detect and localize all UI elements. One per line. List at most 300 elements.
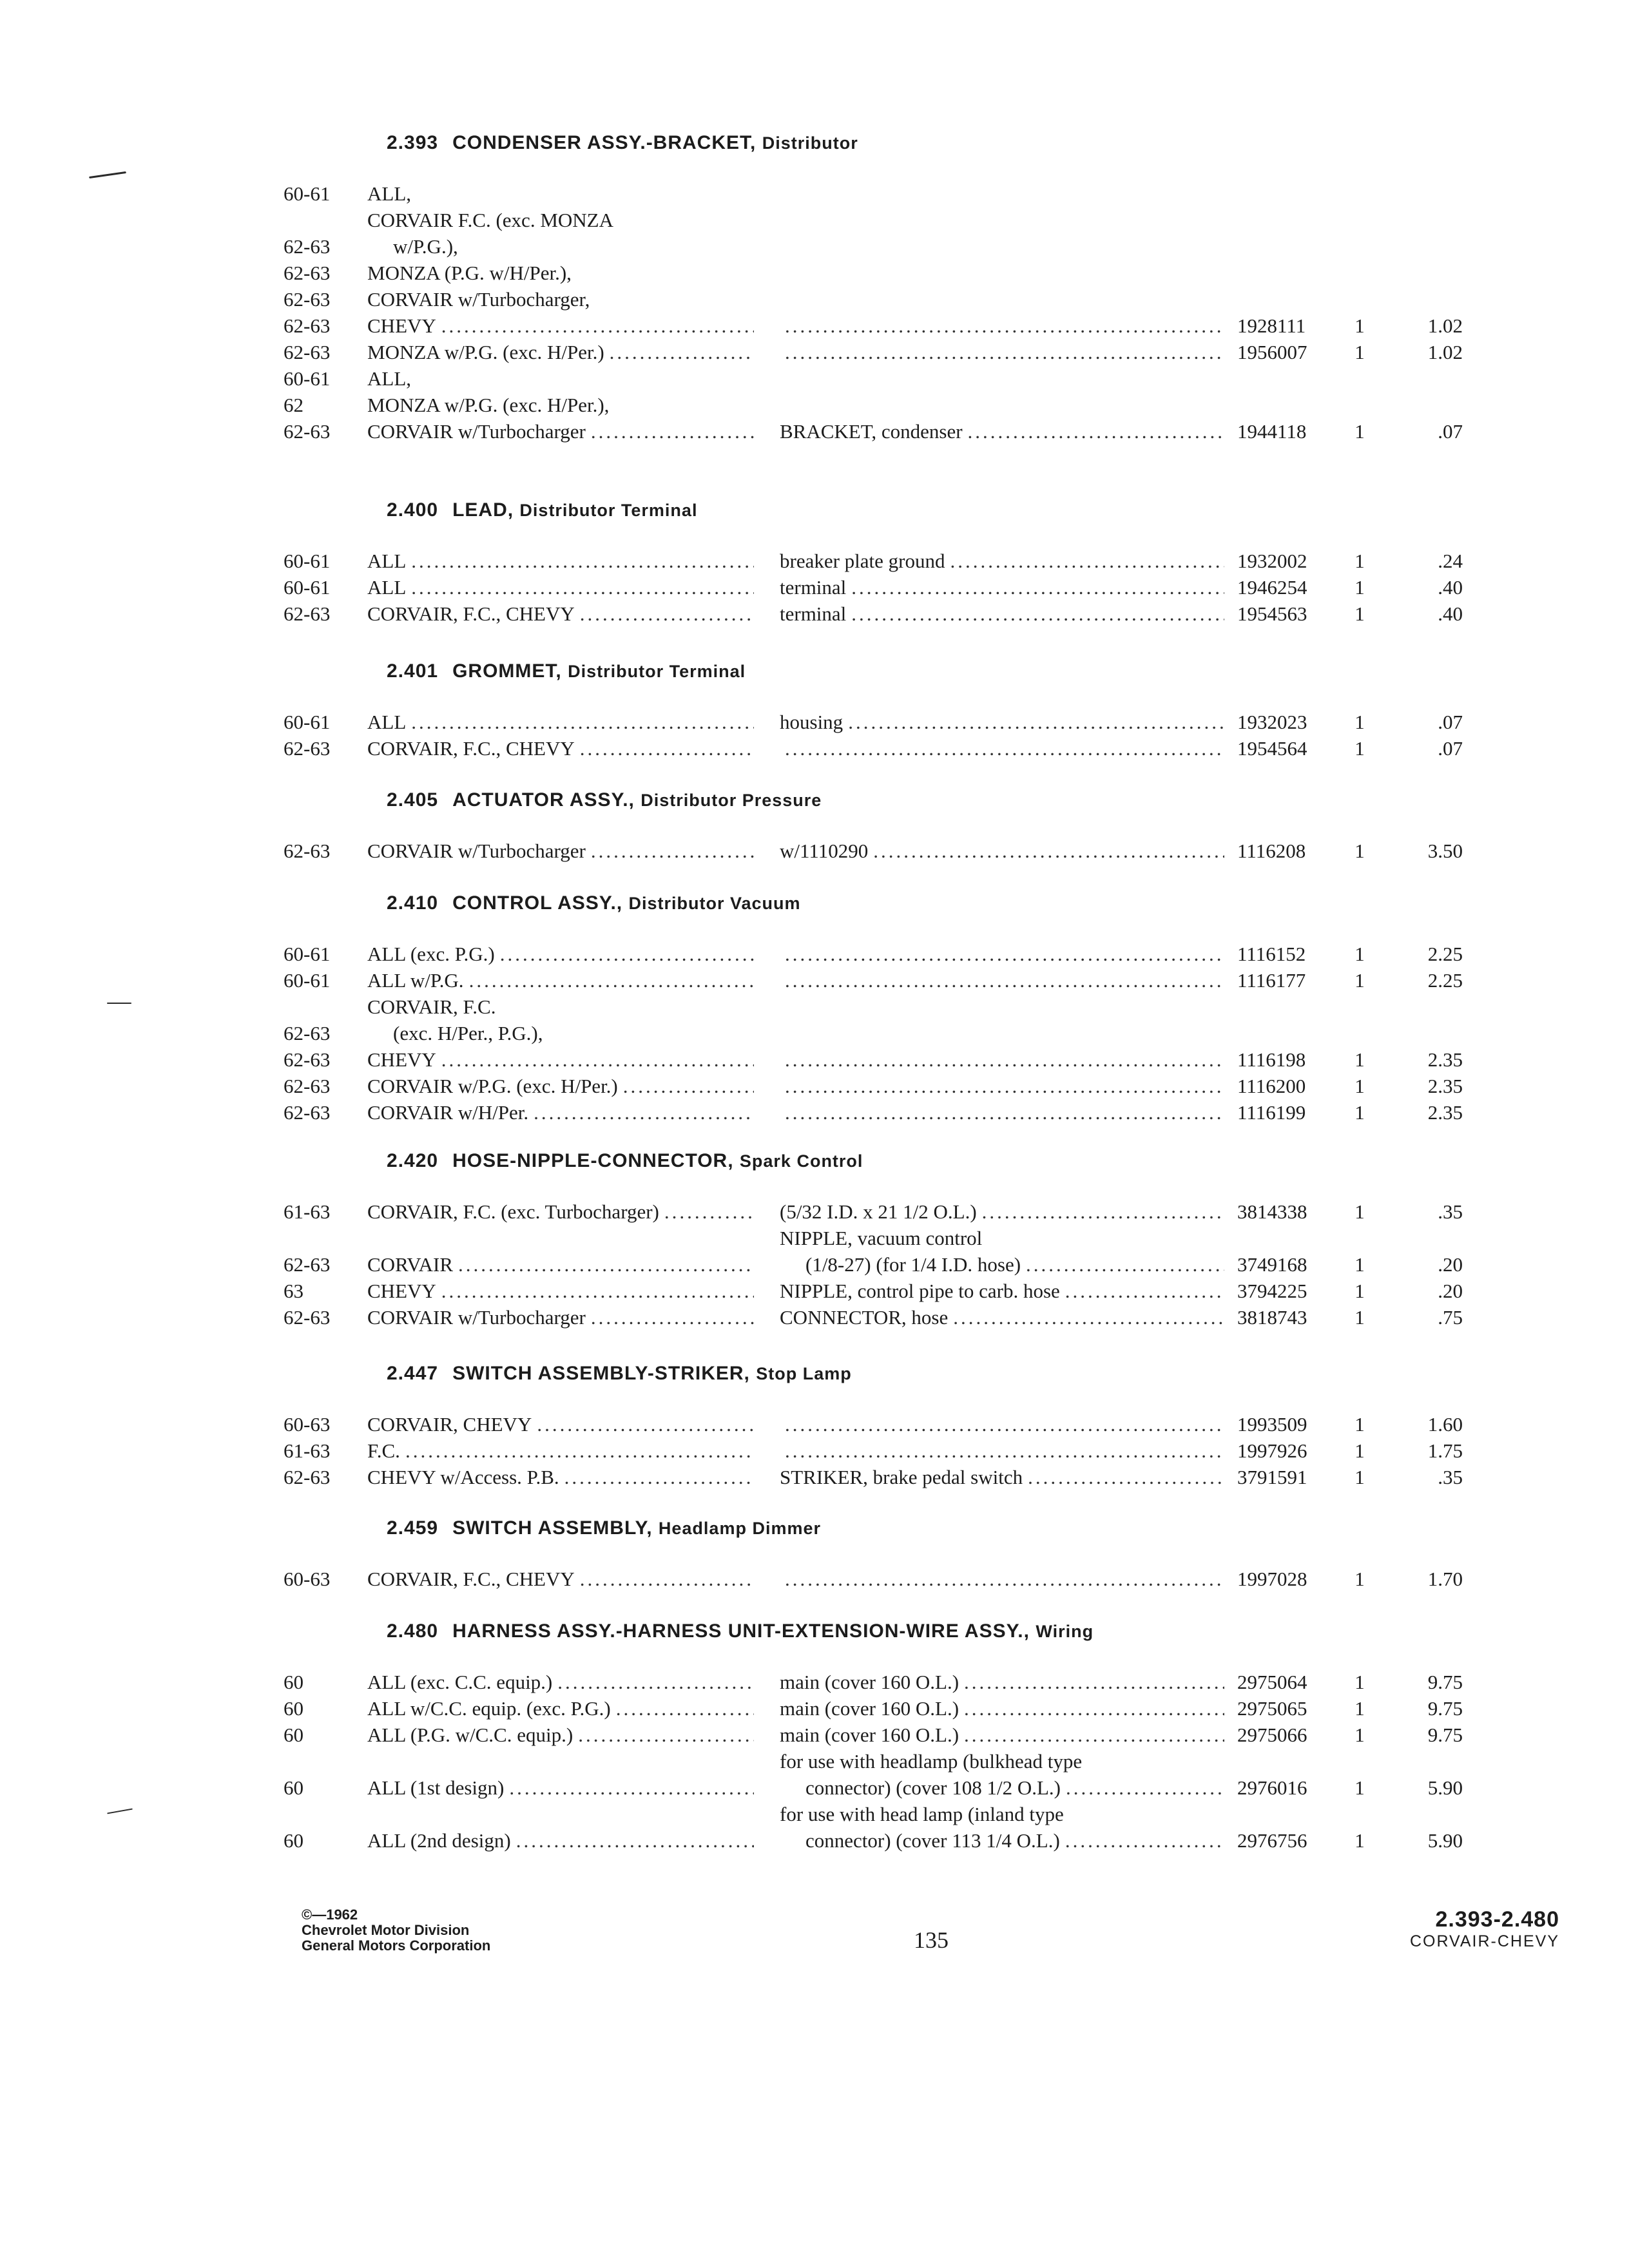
section-title: SWITCH ASSEMBLY-STRIKER, [452, 1363, 750, 1384]
price: 2.35 [1427, 1048, 1463, 1071]
dot-leader [873, 838, 1224, 864]
dot-leader [411, 548, 754, 574]
description-cell [780, 1304, 1224, 1331]
quantity: 1 [1354, 1200, 1365, 1223]
model-text: ALL w/C.C. equip. (exc. P.G.) [367, 1697, 611, 1720]
model-cell [367, 709, 754, 735]
quantity: 1 [1354, 550, 1365, 572]
quantity: 1 [1354, 1048, 1365, 1071]
model-cell [367, 1304, 754, 1331]
description-cell [780, 1464, 1224, 1490]
part-number: 3749168 [1237, 1253, 1307, 1276]
description-text-continued: connector) (cover 113 1/4 O.L.) [805, 1829, 1060, 1852]
dot-leader [458, 1251, 754, 1278]
part-number: 1956007 [1237, 341, 1307, 363]
year-cell: 60 [284, 1671, 304, 1693]
section-number: 2.410 [387, 892, 439, 914]
vehicle-make: CORVAIR-CHEVY [1409, 1932, 1559, 1950]
section-title: LEAD, [452, 499, 514, 521]
year-cell: 62-63 [284, 602, 331, 625]
model-text: CORVAIR, F.C., CHEVY [367, 737, 575, 760]
dot-leader [469, 967, 754, 994]
year-cell: 62-63 [284, 1253, 331, 1276]
model-text: CHEVY w/Access. P.B. [367, 1466, 559, 1488]
model-text: CORVAIR, CHEVY [367, 1413, 532, 1436]
description-text: (5/32 I.D. x 21 1/2 O.L.) [780, 1200, 977, 1223]
model-cell [367, 286, 754, 312]
description-text: STRIKER, brake pedal switch [780, 1466, 1023, 1488]
model-cell [367, 1073, 754, 1099]
table-row [284, 260, 1489, 286]
section-subtitle: Spark Control [739, 1151, 863, 1171]
quantity: 1 [1354, 1101, 1365, 1124]
model-text: ALL, [367, 182, 412, 205]
table-row [284, 392, 1489, 418]
description-cell [780, 1722, 1224, 1748]
dot-leader [785, 1566, 1224, 1592]
section-subtitle: Stop Lamp [756, 1364, 852, 1383]
section-heading [387, 889, 1489, 918]
description-cell [780, 735, 1224, 762]
section-subtitle: Distributor Terminal [568, 662, 746, 681]
quantity: 1 [1354, 341, 1365, 363]
year-cell: 60-61 [284, 550, 331, 572]
part-number: 1932023 [1237, 711, 1307, 733]
model-cell [367, 735, 754, 762]
table-row [284, 838, 1489, 864]
part-number: 1946254 [1237, 576, 1307, 599]
price: 1.02 [1427, 314, 1463, 337]
description-cell [780, 1099, 1224, 1126]
section-subtitle: Headlamp Dimmer [658, 1519, 821, 1538]
section-2-400 [284, 496, 1489, 627]
section-heading [387, 1617, 1489, 1646]
part-number: 1116199 [1237, 1101, 1306, 1124]
price: .40 [1438, 602, 1463, 625]
dot-leader [964, 1669, 1224, 1695]
year-cell: 62-63 [284, 737, 331, 760]
dot-leader [785, 1046, 1224, 1073]
year-cell: 60-61 [284, 969, 331, 992]
dot-leader [509, 1774, 754, 1801]
section-number: 2.420 [387, 1150, 439, 1171]
model-cell [367, 1437, 754, 1464]
dot-leader [557, 1669, 754, 1695]
quantity: 1 [1354, 1413, 1365, 1436]
table-row [284, 1046, 1489, 1073]
model-cell [367, 1464, 754, 1490]
model-text: CORVAIR w/Turbocharger [367, 840, 586, 862]
dot-leader [848, 709, 1224, 735]
model-cell [367, 967, 754, 994]
model-text: CHEVY [367, 1048, 436, 1071]
dot-leader [405, 1437, 754, 1464]
section-subtitle: Wiring [1036, 1622, 1094, 1641]
description-cell [780, 838, 1224, 864]
year-cell: 62 [284, 394, 304, 416]
description-cell [780, 548, 1224, 574]
model-cell [367, 207, 754, 260]
description-text: BRACKET, condenser [780, 420, 963, 443]
year-cell: 60-61 [284, 711, 331, 733]
model-cell [367, 1566, 754, 1592]
price: 2.35 [1427, 1101, 1463, 1124]
section-number: 2.459 [387, 1517, 439, 1539]
quantity: 1 [1354, 840, 1365, 862]
quantity: 1 [1354, 711, 1365, 733]
price: .07 [1438, 711, 1463, 733]
table-row [284, 1669, 1489, 1695]
dot-leader [537, 1411, 754, 1437]
dot-leader [1065, 1278, 1224, 1304]
price: 1.60 [1427, 1413, 1463, 1436]
dot-leader [411, 709, 754, 735]
model-text: CORVAIR w/H/Per. [367, 1101, 529, 1124]
copyright-line: ©—1962 [302, 1907, 358, 1923]
dot-leader [534, 1099, 754, 1126]
description-cell [780, 1278, 1224, 1304]
model-text: ALL (2nd design) [367, 1829, 511, 1852]
model-cell [367, 1198, 754, 1225]
table-row [284, 1695, 1489, 1722]
dot-leader [785, 1411, 1224, 1437]
price: 1.75 [1427, 1439, 1463, 1462]
dot-leader [580, 1566, 754, 1592]
quantity: 1 [1354, 1724, 1365, 1746]
model-cell [367, 180, 754, 207]
margin-mark [89, 171, 126, 178]
model-cell [367, 312, 754, 339]
section-heading [387, 657, 1489, 686]
part-number: 1993509 [1237, 1413, 1307, 1436]
dot-leader [785, 967, 1224, 994]
price: .35 [1438, 1466, 1463, 1488]
price: .20 [1438, 1280, 1463, 1302]
year-cell: 62-63 [284, 288, 331, 311]
description-cell [780, 709, 1224, 735]
description-cell [780, 1669, 1224, 1695]
model-cell [367, 548, 754, 574]
dot-leader [785, 312, 1224, 339]
section-title: GROMMET, [452, 660, 562, 682]
part-number: 1116200 [1237, 1075, 1306, 1097]
quantity: 1 [1354, 1697, 1365, 1720]
price: .20 [1438, 1253, 1463, 1276]
dot-leader [785, 339, 1224, 365]
price: 2.25 [1427, 943, 1463, 965]
part-number: 1116152 [1237, 943, 1306, 965]
description-text-continued: connector) (cover 108 1/2 O.L.) [805, 1776, 1061, 1799]
model-text: CHEVY [367, 314, 436, 337]
model-cell [367, 1695, 754, 1722]
section-title: HOSE-NIPPLE-CONNECTOR, [452, 1150, 734, 1171]
description-text: w/1110290 [780, 840, 869, 862]
description-cell [780, 1566, 1224, 1592]
footer-publisher [302, 1907, 490, 1954]
quantity: 1 [1354, 1568, 1365, 1590]
model-text: ALL (exc. C.C. equip.) [367, 1671, 553, 1693]
model-cell [367, 260, 754, 286]
section-heading [387, 129, 1489, 157]
part-number: 1116198 [1237, 1048, 1306, 1071]
description-text: housing [780, 711, 843, 733]
description-text: for use with head lamp (inland type [780, 1803, 1064, 1825]
model-cell [367, 339, 754, 365]
description-cell [780, 1801, 1224, 1854]
dot-leader [623, 1073, 754, 1099]
dot-leader [1028, 1464, 1224, 1490]
year-cell: 60 [284, 1724, 304, 1746]
section-subtitle: Distributor Vacuum [628, 894, 801, 913]
dot-leader [516, 1827, 754, 1854]
quantity: 1 [1354, 1075, 1365, 1097]
table-row [284, 1722, 1489, 1748]
year-cell: 62-63 [284, 840, 331, 862]
part-number: 1944118 [1237, 420, 1307, 443]
price: 5.90 [1427, 1776, 1463, 1799]
section-title: ACTUATOR ASSY., [452, 789, 635, 811]
year-cell: 63 [284, 1280, 304, 1302]
price: .40 [1438, 576, 1463, 599]
year-cell: 60-61 [284, 943, 331, 965]
model-text: ALL [367, 576, 407, 599]
table-row [284, 207, 1489, 260]
dot-leader [564, 1464, 754, 1490]
year-cell: 62-63 [284, 262, 331, 284]
dot-leader [968, 418, 1224, 445]
table-row [284, 1748, 1489, 1801]
section-2-401 [284, 657, 1489, 762]
description-cell [780, 967, 1224, 994]
price: 1.70 [1427, 1568, 1463, 1590]
model-cell [367, 1251, 754, 1278]
dot-leader [580, 601, 754, 627]
quantity: 1 [1354, 943, 1365, 965]
section-2-420 [284, 1147, 1489, 1331]
year-cell: 62-63 [284, 314, 331, 337]
part-number: 1116177 [1237, 969, 1306, 992]
model-text: CORVAIR w/P.G. (exc. H/Per.) [367, 1075, 618, 1097]
model-cell [367, 1278, 754, 1304]
quantity: 1 [1354, 1671, 1365, 1693]
model-cell [367, 601, 754, 627]
quantity: 1 [1354, 1280, 1365, 1302]
quantity: 1 [1354, 737, 1365, 760]
corporation-line: General Motors Corporation [302, 1937, 491, 1954]
model-cell [367, 365, 754, 392]
year-cell: 60 [284, 1697, 304, 1720]
section-number: 2.405 [387, 789, 439, 811]
quantity: 1 [1354, 1466, 1365, 1488]
quantity: 1 [1354, 576, 1365, 599]
part-number: 3814338 [1237, 1200, 1307, 1223]
page-number: 135 [914, 1927, 949, 1953]
part-number: 2976756 [1237, 1829, 1307, 1852]
year-cell: 62-63 [284, 1466, 331, 1488]
margin-mark [107, 1003, 131, 1004]
part-number: 1116208 [1237, 840, 1306, 862]
model-text: ALL (1st design) [367, 1776, 505, 1799]
dot-leader [953, 1304, 1224, 1331]
description-text: main (cover 160 O.L.) [780, 1724, 959, 1746]
quantity: 1 [1354, 420, 1365, 443]
table-row [284, 1198, 1489, 1225]
section-heading [387, 786, 1489, 814]
description-cell [780, 941, 1224, 967]
dot-leader [982, 1198, 1224, 1225]
year-cell: 60 [284, 1776, 304, 1799]
model-cell [367, 1669, 754, 1695]
dot-leader [964, 1722, 1224, 1748]
quantity: 1 [1354, 969, 1365, 992]
table-row [284, 967, 1489, 994]
year-cell: 62-63 [284, 1101, 331, 1124]
model-cell [367, 392, 754, 418]
quantity: 1 [1354, 602, 1365, 625]
model-cell [367, 1411, 754, 1437]
price: 9.75 [1427, 1724, 1463, 1746]
dot-leader [441, 1046, 754, 1073]
dot-leader [591, 838, 754, 864]
dot-leader [785, 1099, 1224, 1126]
model-text: CORVAIR w/Turbocharger, [367, 288, 590, 311]
dot-leader [580, 735, 754, 762]
price: .35 [1438, 1200, 1463, 1223]
description-cell [780, 339, 1224, 365]
description-cell [780, 418, 1224, 445]
price: 3.50 [1427, 840, 1463, 862]
table-row [284, 994, 1489, 1046]
dot-leader [500, 941, 754, 967]
model-text: ALL [367, 711, 407, 733]
table-row [284, 735, 1489, 762]
table-row [284, 601, 1489, 627]
dot-leader [616, 1695, 754, 1722]
table-row [284, 286, 1489, 312]
dot-leader [851, 601, 1224, 627]
model-text: CORVAIR, F.C. [367, 995, 496, 1018]
part-number: 2975064 [1237, 1671, 1307, 1693]
year-cell: 61-63 [284, 1200, 331, 1223]
section-2-459 [284, 1514, 1489, 1592]
description-text: NIPPLE, vacuum control [780, 1227, 983, 1249]
dot-leader [785, 1437, 1224, 1464]
price: 9.75 [1427, 1671, 1463, 1693]
part-number: 1997028 [1237, 1568, 1307, 1590]
year-cell: 60-63 [284, 1413, 331, 1436]
model-text-continued: w/P.G.), [393, 235, 458, 258]
part-number: 3794225 [1237, 1280, 1307, 1302]
model-cell [367, 1827, 754, 1854]
part-number: 3818743 [1237, 1306, 1307, 1329]
model-cell [367, 1774, 754, 1801]
section-2-447 [284, 1360, 1489, 1490]
model-cell [367, 418, 754, 445]
description-cell [780, 1437, 1224, 1464]
dot-leader [591, 418, 754, 445]
description-cell [780, 1695, 1224, 1722]
table-row [284, 418, 1489, 445]
quantity: 1 [1354, 1829, 1365, 1852]
model-cell [367, 838, 754, 864]
description-cell [780, 574, 1224, 601]
description-text: CONNECTOR, hose [780, 1306, 949, 1329]
model-text: CORVAIR w/Turbocharger [367, 1306, 586, 1329]
dot-leader [785, 941, 1224, 967]
model-text-continued: (exc. H/Per., P.G.), [393, 1022, 543, 1044]
section-heading [387, 1360, 1489, 1388]
price: .07 [1438, 737, 1463, 760]
model-text: CORVAIR w/Turbocharger [367, 420, 586, 443]
model-text: ALL, [367, 367, 412, 390]
part-number: 3791591 [1237, 1466, 1307, 1488]
description-text: for use with headlamp (bulkhead type [780, 1750, 1083, 1773]
division-line: Chevrolet Motor Division [302, 1922, 470, 1938]
table-row [284, 709, 1489, 735]
model-text: CORVAIR F.C. (exc. MONZA [367, 209, 613, 231]
description-text: terminal [780, 576, 847, 599]
description-cell [780, 1198, 1224, 1225]
section-heading [387, 1147, 1489, 1175]
model-text: CORVAIR, F.C. (exc. Turbocharger) [367, 1200, 659, 1223]
part-number: 1997926 [1237, 1439, 1307, 1462]
part-number: 1954564 [1237, 737, 1307, 760]
dot-leader [441, 312, 754, 339]
section-2-410 [284, 889, 1489, 1126]
description-text-continued: (1/8-27) (for 1/4 I.D. hose) [805, 1253, 1021, 1276]
model-text: CHEVY [367, 1280, 436, 1302]
model-text: ALL w/P.G. [367, 969, 464, 992]
model-cell [367, 574, 754, 601]
part-number: 1932002 [1237, 550, 1307, 572]
model-text: MONZA (P.G. w/H/Per.), [367, 262, 572, 284]
price: 2.25 [1427, 969, 1463, 992]
part-number: 2975066 [1237, 1724, 1307, 1746]
dot-leader [785, 1073, 1224, 1099]
quantity: 1 [1354, 1439, 1365, 1462]
model-cell [367, 941, 754, 967]
table-row [284, 365, 1489, 392]
description-cell [780, 1046, 1224, 1073]
table-row [284, 1099, 1489, 1126]
section-subtitle: Distributor Pressure [641, 791, 822, 810]
section-title: SWITCH ASSEMBLY, [452, 1517, 653, 1539]
dot-leader [441, 1278, 754, 1304]
dot-leader [950, 548, 1225, 574]
part-number: 1954563 [1237, 602, 1307, 625]
description-text: NIPPLE, control pipe to carb. hose [780, 1280, 1060, 1302]
dot-leader [591, 1304, 754, 1331]
dot-leader [785, 735, 1224, 762]
description-text: main (cover 160 O.L.) [780, 1671, 959, 1693]
year-cell: 62-63 [284, 1306, 331, 1329]
dot-leader [851, 574, 1224, 601]
description-cell [780, 312, 1224, 339]
model-text: CORVAIR, F.C., CHEVY [367, 1568, 575, 1590]
table-row [284, 1304, 1489, 1331]
model-text: CORVAIR, F.C., CHEVY [367, 602, 575, 625]
dot-leader [664, 1198, 754, 1225]
table-row [284, 339, 1489, 365]
price: 5.90 [1427, 1829, 1463, 1852]
price: 2.35 [1427, 1075, 1463, 1097]
part-number: 2976016 [1237, 1776, 1307, 1799]
section-title: HARNESS ASSY.-HARNESS UNIT-EXTENSION-WIRE ASSY., [452, 1620, 1030, 1642]
table-row [284, 574, 1489, 601]
dot-leader [1066, 1774, 1224, 1801]
section-2-393 [284, 129, 1489, 445]
description-cell [780, 1411, 1224, 1437]
